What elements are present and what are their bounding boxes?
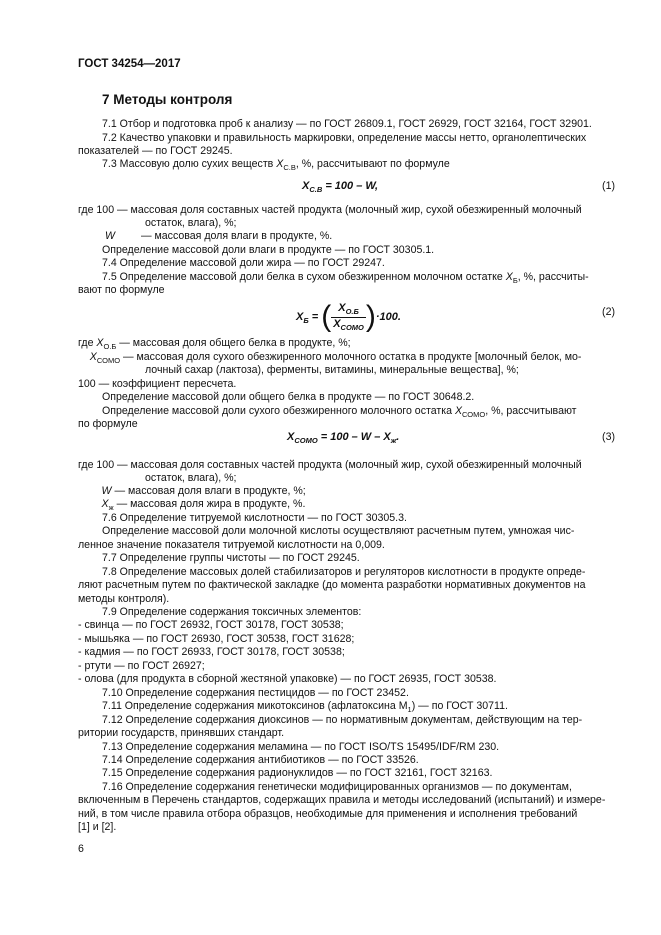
text-line: 7.6 Определение титруемой кислотности — по ГОСТ 30305.3. (102, 512, 407, 524)
formula: $X_Б$ = ( $\frac{X_{О.Б}}{X_{СОМО}}$ )·100. (296, 300, 401, 333)
text-line: Определение массовой доли влаги в продукте — по ГОСТ 30305.1. (102, 244, 435, 256)
text-line: 7.4 Определение массовой доли жира — по ГОСТ 29247. (102, 257, 385, 269)
formula: $X_{С.В} = 100 - W$, (302, 180, 379, 195)
text-line: - свинца — по ГОСТ 26932, ГОСТ 30178, ГОСТ 30538; (78, 619, 344, 631)
text-line: вают по формуле (78, 284, 165, 296)
document-header: ГОСТ 34254—2017 (78, 58, 181, 70)
text-line: остаток, влага), %; (145, 217, 237, 229)
text-line: 7.2 Качество упаковки и правильность маркировки, определение массы нетто, органолептических (102, 132, 587, 144)
formula: $X_{СОМО} = 100 - W - X_ж$. (287, 431, 400, 446)
text-line: 7.14 Определение содержания антибиотиков — по ГОСТ 33526. (102, 754, 419, 766)
text-line: 7.1 Отбор и подготовка проб к анализу — по ГОСТ 26809.1, ГОСТ 26929, ГОСТ 32164, ГОСТ 32901. (102, 118, 592, 130)
section-title: 7 Методы контроля (102, 92, 233, 107)
text-line: 7.5 Определение массовой доли белка в сухом обезжиренном молочном остатке $X_Б$, %, рассчиты- (102, 271, 589, 286)
text-line: включенным в Перечень стандартов, содержащих правила и методы исследований (испытаний) и измере- (78, 794, 606, 806)
text-line: ний, в том числе правила отбора образцов, необходимые для применения и исполнения требований (78, 808, 578, 820)
text-line: Определение массовой доли общего белка в продукте — по ГОСТ 30648.2. (102, 391, 475, 403)
text-line: 7.3 Массовую долю сухих веществ $X_{С.В}$, %, рассчитывают по формуле (102, 158, 450, 173)
text-line: показателей — по ГОСТ 29245. (78, 145, 233, 157)
text-line: 7.11 Определение содержания микотоксинов (афлатоксина $M_1$) — по ГОСТ 30711. (102, 700, 508, 715)
text-line: 7.10 Определение содержания пестицидов — по ГОСТ 23452. (102, 687, 409, 699)
text-line: - ртути — по ГОСТ 26927; (78, 660, 205, 672)
text-line: где $X_{О.Б}$ — массовая доля общего белка в продукте, %; (78, 337, 351, 352)
text-line: методы контроля). (78, 593, 170, 605)
text-line: 7.16 Определение содержания генетически модифицированных организмов — по документам, (102, 781, 572, 793)
text-line: 100 — коэффициент пересчета. (78, 378, 237, 390)
text-line: лочный сахар (лактоза), ферменты, витамины, минеральные вещества], %; (145, 364, 519, 376)
text-line: Определение массовой доли сухого обезжиренного молочного остатка $X_{СОМО}$, %, рассчитывают (102, 405, 577, 420)
text-line: 7.7 Определение группы чистоты — по ГОСТ 29245. (102, 552, 360, 564)
text-line: 7.12 Определение содержания диоксинов — по нормативным документам, действующим на тер- (102, 714, 583, 726)
text-line: W — массовая доля влаги в продукте, %. (102, 230, 333, 242)
formula-number: (2) (602, 306, 615, 318)
text-line: Определение массовой доли молочной кислоты осуществляют расчетным путем, умножая чис- (102, 525, 575, 537)
text-line: где 100 — массовая доля составных частей продукта (молочный жир, сухой обезжиренный молочный (78, 459, 582, 471)
formula-number: (3) (602, 431, 615, 443)
text-line: 7.8 Определение массовых долей стабилизаторов и регуляторов кислотности в продукте опреде- (102, 566, 586, 578)
text-line: 7.13 Определение содержания меламина — по ГОСТ ISO/TS 15495/IDF/RM 230. (102, 741, 500, 753)
text-line: 7.9 Определение содержания токсичных элементов: (102, 606, 362, 618)
text-line: ляют расчетным путем по фактической закладке (до момента разработки нормативных документов на (78, 579, 586, 591)
text-line: 7.15 Определение содержания радионуклидов — по ГОСТ 32161, ГОСТ 32163. (102, 767, 493, 779)
text-line: где 100 — массовая доля составных частей продукта (молочный жир, сухой обезжиренный молочный (78, 204, 582, 216)
text-line: $X_{СОМО}$ — массовая доля сухого обезжиренного молочного остатка в продукте [молочный белок, мо- (89, 351, 582, 366)
text-line: W — массовая доля влаги в продукте, %; (101, 485, 306, 497)
text-line: - мышьяка — по ГОСТ 26930, ГОСТ 30538, ГОСТ 31628; (78, 633, 355, 645)
text-line: ленное значение показателя титруемой кислотности на 0,009. (78, 539, 385, 551)
text-line: $X_ж$ — массовая доля жира в продукте, %. (101, 498, 306, 513)
formula-number: (1) (602, 180, 615, 192)
text-line: ритории государств, принявших стандарт. (78, 727, 285, 739)
page-number: 6 (78, 843, 84, 855)
text-line: - кадмия — по ГОСТ 26933, ГОСТ 30178, ГОСТ 30538; (78, 646, 345, 658)
text-line: остаток, влага), %; (145, 472, 237, 484)
text-line: - олова (для продукта в сборной жестяной упаковке) — по ГОСТ 26935, ГОСТ 30538. (78, 673, 497, 685)
text-line: [1] и [2]. (78, 821, 117, 833)
text-line: по формуле (78, 418, 138, 430)
